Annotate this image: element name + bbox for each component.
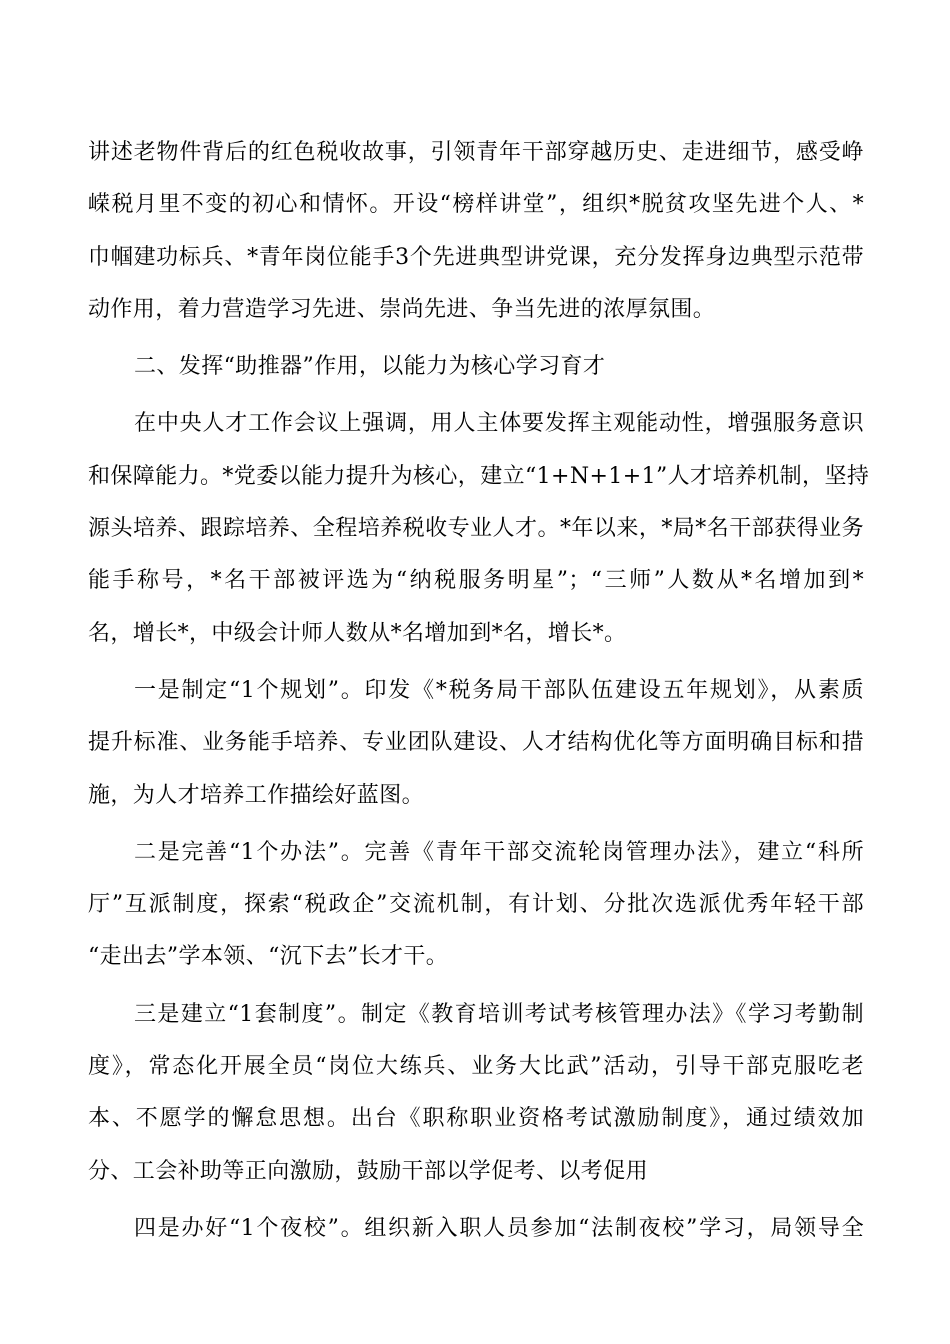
text-line: 一是制定“1个规划”。印发《*税务局干部队伍建设五年规划》，从素质 xyxy=(134,677,864,703)
text-line: 二、发挥“助推器”作用，以能力为核心学习育才 xyxy=(134,354,606,380)
text-line: 在中央人才工作会议上强调，用人主体要发挥主观能动性，增强服务意识 xyxy=(134,411,864,437)
paragraph-p3 xyxy=(88,398,870,659)
paragraph-p2 xyxy=(88,341,864,393)
text-line: 和保障能力。*党委以能力提升为核心，建立“1+N+1+1”人才培养机制，坚持 xyxy=(88,463,870,489)
text-line: 名，增长*，中级会计师人数从*名增加到*名，增长*。 xyxy=(88,620,627,646)
paragraph-p5 xyxy=(88,827,864,984)
text-line: 巾帼建功标兵、*青年岗位能手3个先进典型讲党课，充分发挥身边典型示范带 xyxy=(88,244,864,270)
text-line: 嵘税月里不变的初心和情怀。开设“榜样讲堂”，组织*脱贫攻坚先进个人、* xyxy=(88,192,864,218)
document-page xyxy=(88,127,870,1260)
text-line: 源头培养、跟踪培养、全程培养税收专业人才。*年以来，*局*名干部获得业务 xyxy=(88,516,864,542)
text-line: 提升标准、业务能手培养、专业团队建设、人才结构优化等方面明确目标和措 xyxy=(88,730,864,756)
text-line: 能手称号，*名干部被评选为“纳税服务明星”；“三师”人数从*名增加到* xyxy=(88,568,864,594)
text-line: 分、工会补助等正向激励，鼓励干部以学促考、以考促用 xyxy=(88,1158,649,1184)
text-line: 厅”互派制度，探索“税政企”交流机制，有计划、分批次选派优秀年轻干部 xyxy=(88,892,864,918)
text-line: 四是办好“1个夜校”。组织新入职人员参加“法制夜校”学习，局领导全 xyxy=(134,1215,864,1241)
paragraph-p4 xyxy=(88,665,864,822)
text-line: 动作用，着力营造学习先进、崇尚先进、争当先进的浓厚氛围。 xyxy=(88,296,716,322)
paragraph-p6 xyxy=(88,989,864,1198)
text-line: 本、不愿学的懈怠思想。出台《职称职业资格考试激励制度》，通过绩效加 xyxy=(88,1106,864,1132)
paragraph-p7 xyxy=(88,1203,864,1255)
text-line: 讲述老物件背后的红色税收故事，引领青年干部穿越历史、走进细节，感受峥 xyxy=(88,140,864,165)
text-line: “走出去”学本领、“沉下去”长才干。 xyxy=(88,944,449,970)
paragraph-p1 xyxy=(88,127,864,336)
text-line: 施，为人才培养工作描绘好蓝图。 xyxy=(88,782,425,808)
text-line: 二是完善“1个办法”。完善《青年干部交流轮岗管理办法》，建立“科所 xyxy=(134,839,864,865)
text-line: 度》，常态化开展全员“岗位大练兵、业务大比武”活动，引导干部克服吃老 xyxy=(88,1054,864,1080)
text-line: 三是建立“1套制度”。制定《教育培训考试考核管理办法》《学习考勤制 xyxy=(134,1001,864,1027)
